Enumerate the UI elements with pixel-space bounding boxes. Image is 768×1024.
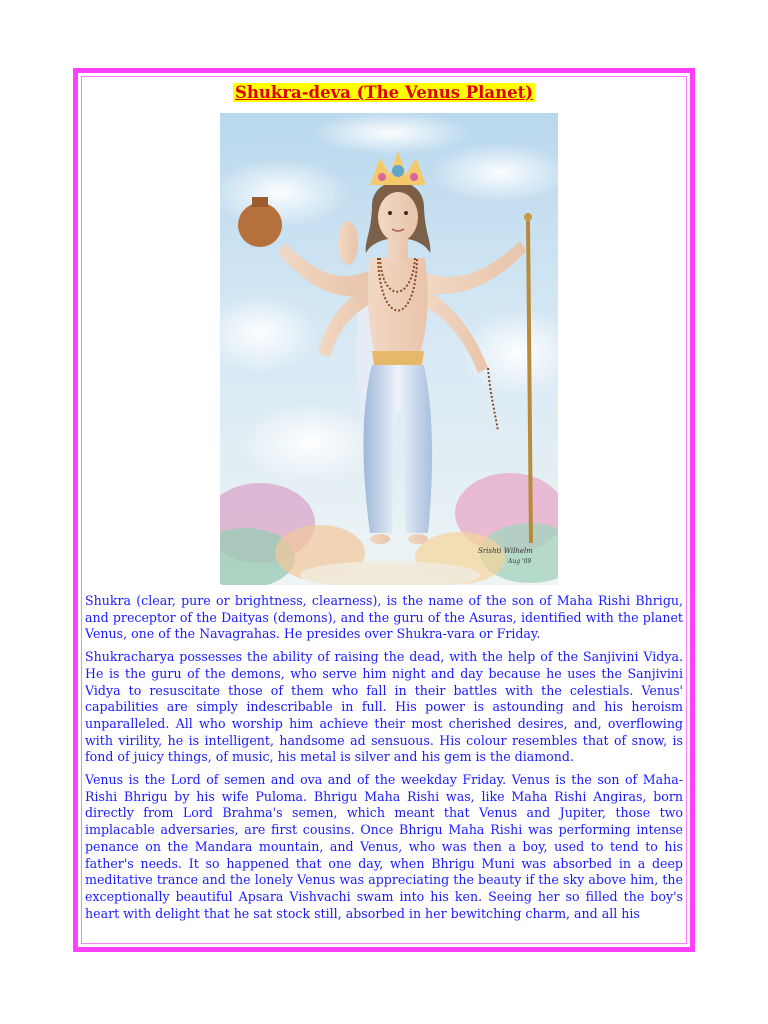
paragraph: Venus is the Lord of semen and ova and of the weekday Friday. Venus is the son of Maha-Rishi Bhrigu by his wife Puloma. Bhrigu Maha Rishi was, like Maha Rishi Angiras, born directly from Lord Brahma's semen, which meant that Venus and Jupiter, those two implacable adversaries, are first cousins. Once Bhrigu Maha Rishi was performing intense penance on the Mandara mountain, and Venus, who was then a boy, used to tend to his father's needs. It so happened that one day, when Bhrigu Muni was absorbed in a deep meditative trance and the lonely Venus was appreciating the beauty if the sky above him, the exceptionally beautiful Apsara Vishvachi swam into his ken. Seeing her so filled the boy's heart with delight that he sat stock still, absorbed in her bewitching charm, and all his: [85, 772, 683, 921]
paragraph: Shukracharya possesses the ability of raising the dead, with the help of the Sanjivini Vidya. He is the guru of the demons, who serve him night and day because he uses the Sanjivini Vidya to resuscitate those of them who fall in their battles with the celestials. Venus' capabilities are simply indescribable in full. His power is astounding and his heroism unparalleled. All who worship him achieve their most cherished desires, and, overflowing with virility, he is intelligent, handsome ad sensuous. His colour resembles that of snow, is fond of juicy things, of music, his metal is silver and his gem is the diamond.: [85, 649, 683, 765]
article-body: [85, 593, 683, 928]
page-title-wrap: [82, 83, 686, 102]
shukra-painting: [220, 113, 558, 585]
painting-signature-date: Aug '09: [508, 558, 532, 565]
page-title: Shukra-deva (The Venus Planet): [234, 83, 534, 102]
page-content: [81, 76, 687, 944]
painting-signature: Srishti Wilhelm: [478, 547, 533, 555]
page-border: [73, 68, 695, 952]
paragraph: Shukra (clear, pure or brightness, clearness), is the name of the son of Maha Rishi Bhrigu, and preceptor of the Daityas (demons), and the guru of the Asuras, identified with the planet Venus, one of the Navagrahas. He presides over Shukra-vara or Friday.: [85, 593, 683, 642]
